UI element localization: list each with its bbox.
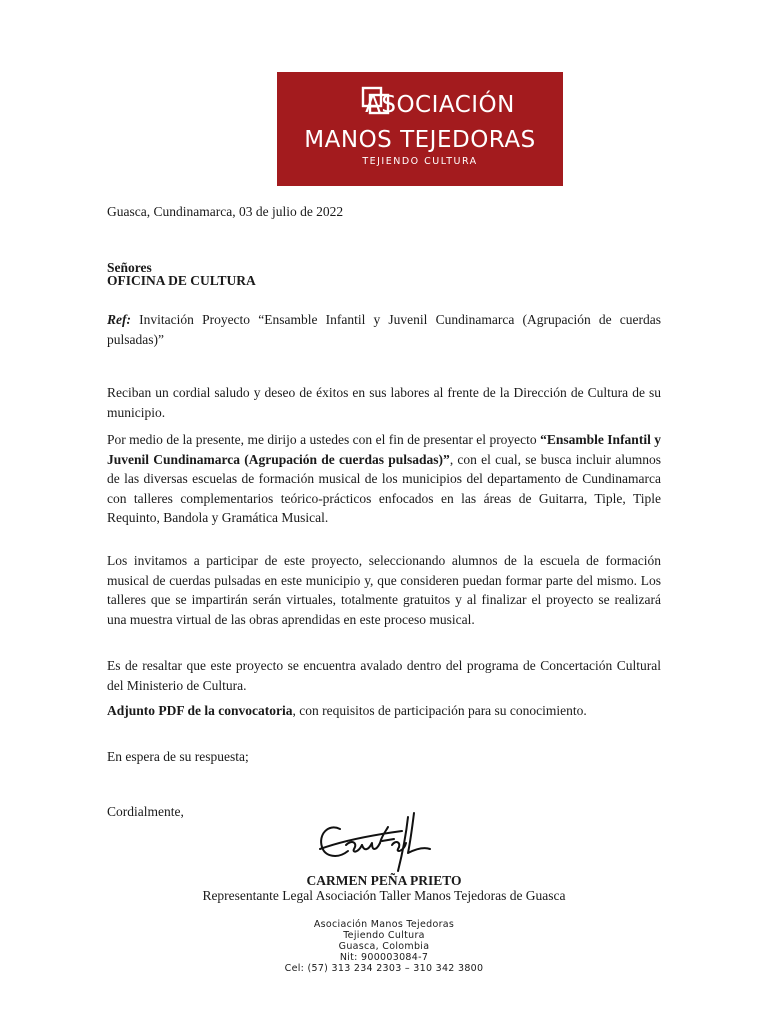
paragraph-5 — [107, 701, 661, 721]
paragraph-2-start: Por medio de la presente, me dirijo a ustedes con el fin de presentar el proyecto — [107, 432, 541, 447]
attachment-note: Adjunto PDF de la convocatoria — [107, 703, 293, 718]
ref-label: Ref: — [107, 312, 131, 327]
paragraph-5-end: , con requisitos de participación para su conocimiento. — [292, 703, 587, 718]
signature-image — [312, 805, 442, 877]
recipient-office: OFICINA DE CULTURA — [107, 273, 256, 288]
logo-line1: ASOCIACIÓN — [365, 92, 515, 118]
footer-org: Asociación Manos Tejedoras — [313, 919, 455, 930]
logo-line2: MANOS TEJEDORAS — [304, 127, 536, 153]
footer-tagline: Tejiendo Cultura — [343, 930, 425, 941]
ref-text: Invitación Proyecto “Ensamble Infantil y Juvenil Cundinamarca (Agrupación de cuerdas pulsadas)” — [107, 312, 661, 347]
signer-name: CARMEN PEÑA PRIETO — [306, 873, 462, 888]
place-date: Guasca, Cundinamarca, 03 de julio de 2022 — [107, 204, 344, 219]
logo-tagline: TEJIENDO CULTURA — [362, 156, 478, 167]
paragraph-2-end: , con el cual, se busca incluir alumnos de las diversas escuelas de formación musical de los municipios del departamento de Cundinamarca con talleres complementarios teórico-prácticos enfocados en las áreas de Guitarra, Tiple, Tiple Requinto, Bandola y Gramática Musical. — [107, 451, 661, 525]
project-name: “Ensamble Infantil y Juvenil Cundinamarca (Agrupación de cuerdas pulsadas)” — [107, 432, 661, 467]
association-logo — [277, 72, 563, 186]
paragraph-3: Los invitamos a participar de este proyecto, seleccionando alumnos de la escuela de formación musical de cuerdas pulsadas en este municipio y, que consideren puedan formar parte del mismo. Los talleres que se impartirán serán virtuales, totalmente gratuitos y al finalizar el proyecto se realizará una muestra virtual de las obras aprendidas en este proceso musical. — [107, 553, 661, 627]
footer-phone: Cel: (57) 313 234 2303 – 310 342 3800 — [284, 963, 484, 974]
reference — [107, 310, 661, 349]
recipient-salutation: Señores — [107, 260, 152, 275]
paragraph-6: En espera de su respuesta; — [107, 749, 249, 764]
footer-nit: Nit: 900003084-7 — [339, 952, 429, 963]
paragraph-4: Es de resaltar que este proyecto se encuentra avalado dentro del programa de Concertación Cultural del Ministerio de Cultura. — [107, 658, 661, 693]
paragraph-1: Reciban un cordial saludo y deseo de éxitos en sus labores al frente de la Dirección de Cultura de su municipio. — [107, 385, 661, 420]
closing: Cordialmente, — [107, 804, 184, 819]
signer-title: Representante Legal Asociación Taller Manos Tejedoras de Guasca — [202, 888, 566, 903]
footer-location: Guasca, Colombia — [338, 941, 430, 952]
paragraph-2 — [107, 430, 661, 528]
